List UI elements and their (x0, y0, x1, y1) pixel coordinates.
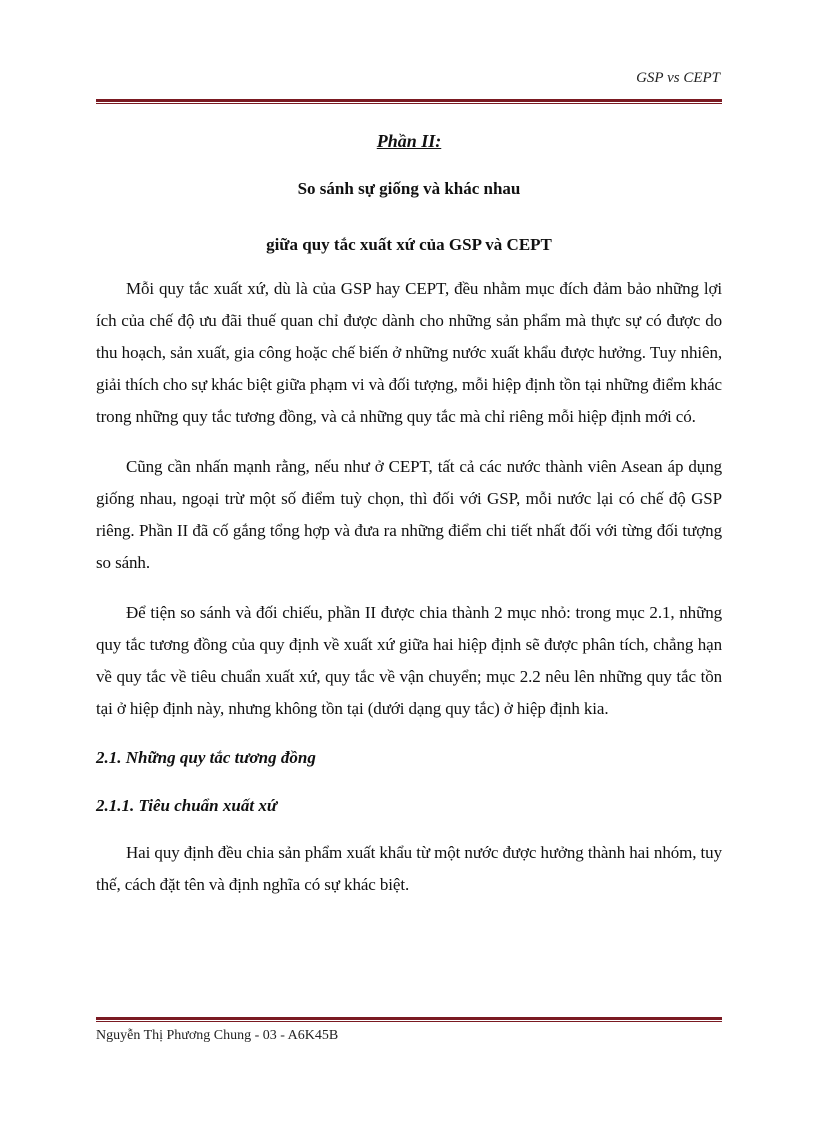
subsection-heading-2-1: 2.1. Những quy tắc tương đồng (96, 748, 316, 767)
running-header-title: GSP vs CEPT (636, 70, 720, 86)
paragraph-2: Cũng cần nhấn mạnh rằng, nếu như ở CEPT, tất cả các nước thành viên Asean áp dụng giống nhau, ngoại trừ một số điểm tuỳ chọn, thì đối với GSP, mỗi nước lại có chế độ GSP riêng. Phần II đã cố gắng tổng hợp và đưa ra những điểm chi tiết nhất đối với từng đối tượng so sánh. (96, 457, 722, 572)
paragraph-4: Hai quy định đều chia sản phẩm xuất khẩu từ một nước được hưởng thành hai nhóm, tuy thế, cách đặt tên và định nghĩa có sự khác biệt. (96, 843, 722, 894)
paragraph-3: Để tiện so sánh và đối chiếu, phần II được chia thành 2 mục nhỏ: trong mục 2.1, những quy tắc tương đồng của quy định về xuất xứ giữa hai hiệp định sẽ được phân tích, chẳng hạn về quy tắc về tiêu chuẩn xuất xứ, quy tắc về vận chuyển; mục 2.2 nêu lên những quy tắc tồn tại ở hiệp định này, nhưng không tồn tại (dưới dạng quy tắc) ở hiệp định kia. (96, 603, 722, 718)
part-label: Phần II: (376, 131, 442, 151)
subsection-heading-2-1-1: 2.1.1. Tiêu chuẩn xuất xứ (96, 796, 277, 815)
footer-rule (96, 1017, 722, 1022)
section-heading-line-2: giữa quy tắc xuất xứ của GSP và CEPT (266, 235, 552, 254)
header-rule (96, 99, 722, 104)
footer-author: Nguyễn Thị Phương Chung - 03 - A6K45B (96, 1028, 339, 1043)
section-heading-line-1: So sánh sự giống và khác nhau (297, 179, 521, 198)
paragraph-1: Mỗi quy tắc xuất xứ, dù là của GSP hay CEPT, đều nhằm mục đích đảm bảo những lợi ích của chế độ ưu đãi thuế quan chỉ được dành cho những sản phẩm mà thực sự có được do thu hoạch, sản xuất, gia công hoặc chế biến ở những nước xuất khẩu được hưởng. Tuy nhiên, giải thích cho sự khác biệt giữa phạm vi và đối tượng, mỗi hiệp định tồn tại những điểm khác trong những quy tắc tương đồng, và cả những quy tắc mà chỉ riêng mỗi hiệp định mới có. (96, 279, 722, 426)
page-content (96, 127, 722, 901)
